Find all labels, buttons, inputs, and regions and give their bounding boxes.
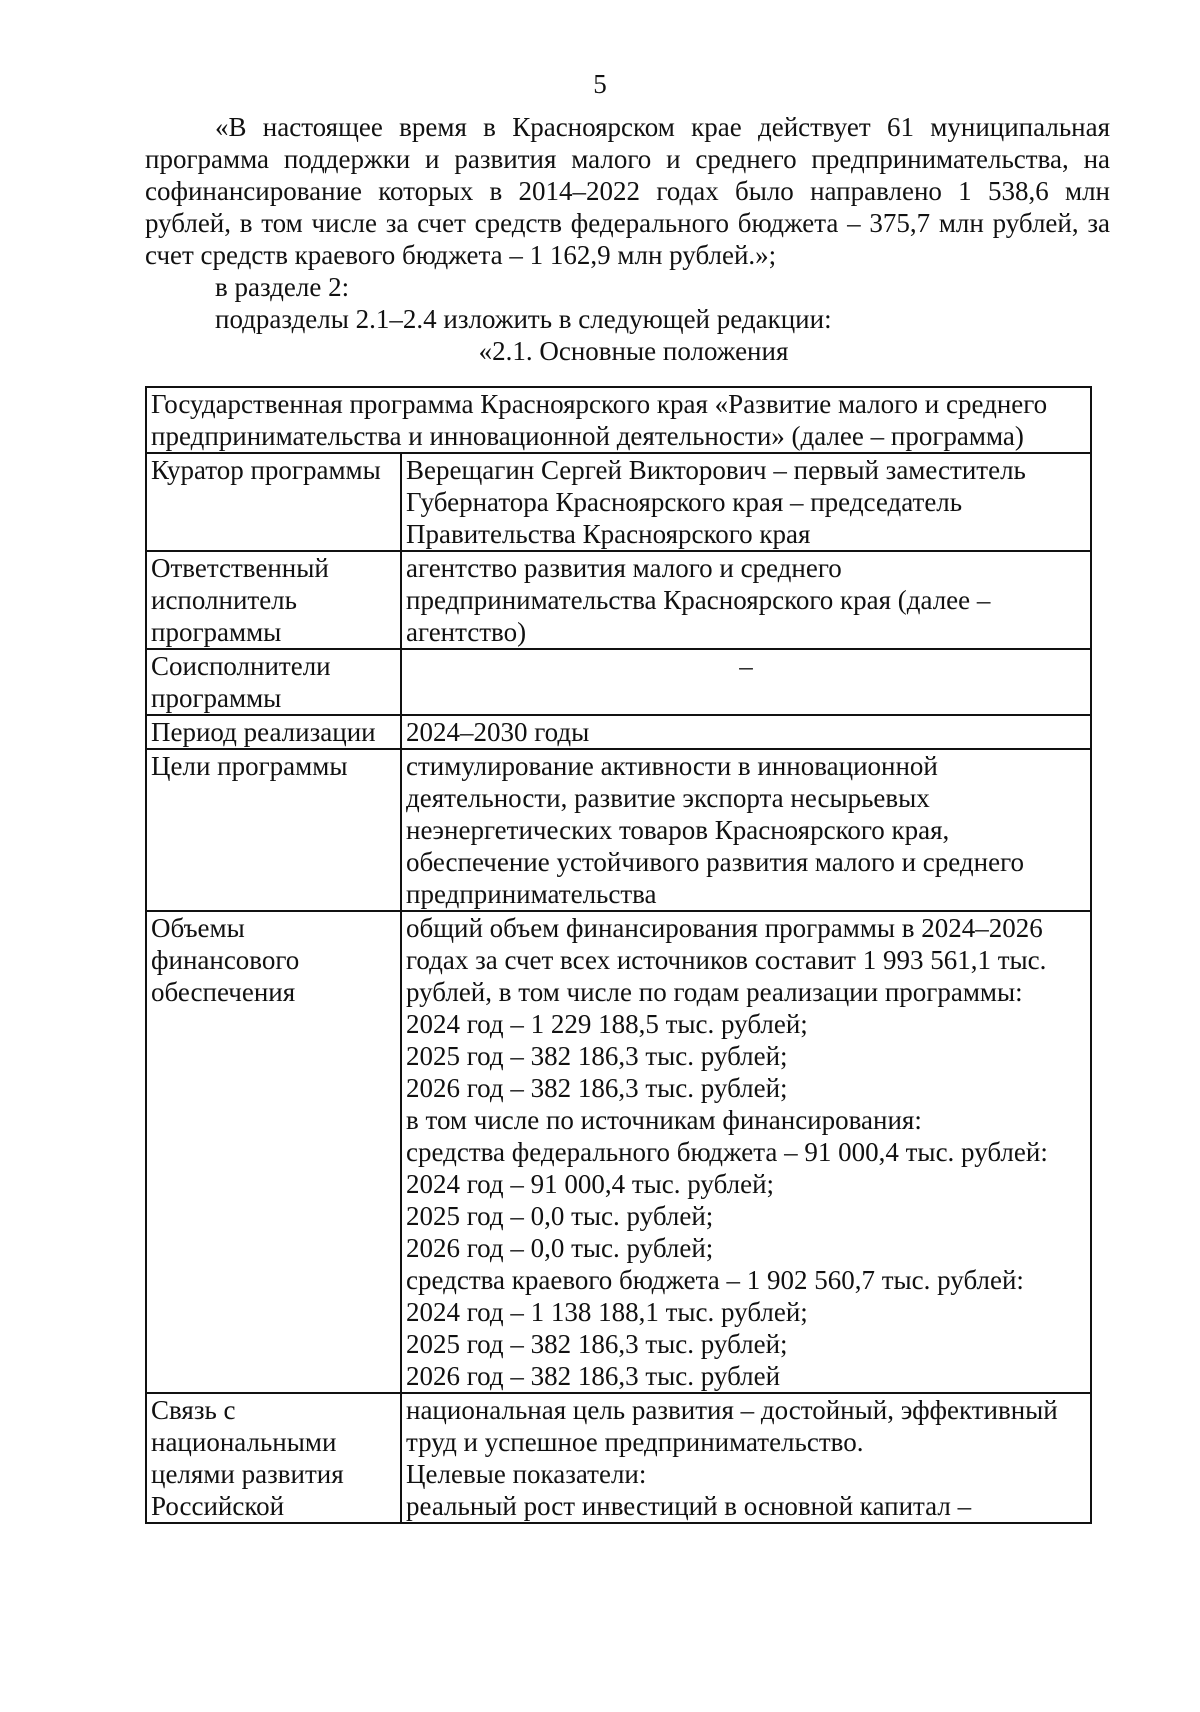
- row-value-goals: стимулирование активности в инновационной деятельности, развитие экспорта несырьевых неэнергетических товаров Красноярского края, обеспечение устойчивого развития малого и среднего предпринимательства: [401, 749, 1091, 911]
- row-value-national-goals: [401, 1393, 1091, 1523]
- funding-line: 2026 год – 382 186,3 тыс. рублей;: [406, 1073, 788, 1103]
- funding-line: средства федерального бюджета – 91 000,4 тыс. рублей:: [406, 1137, 1048, 1167]
- page-number: 5: [593, 69, 607, 99]
- table-row: [146, 453, 1091, 551]
- row-label-curator: Куратор программы: [146, 453, 401, 551]
- amendment-instruction: подразделы 2.1–2.4 изложить в следующей редакции:: [215, 304, 832, 334]
- row-label-responsible: Ответственный исполнитель программы: [146, 551, 401, 649]
- table-row: [146, 911, 1091, 1393]
- funding-line: общий объем финансирования программы в 2024–2026 годах за счет всех источников составит 1 993 561,1 тыс. рублей, в том числе по годам реализации программы:: [406, 913, 1047, 1007]
- table-row: [146, 715, 1091, 749]
- row-label-funding: Объемы финансового обеспечения: [146, 911, 401, 1393]
- row-label-goals: Цели программы: [146, 749, 401, 911]
- funding-line: 2024 год – 1 138 188,1 тыс. рублей;: [406, 1297, 808, 1327]
- amendment-quote: «В настоящее время в Красноярском крае действует 61 муниципальная программа поддержки и развития малого и среднего предпринимательства, на софинансирование которых в 2014–2022 годах было направлено 1 538,6 млн рублей, в том числе за счет средств федерального бюджета – 375,7 млн рублей, за счет средств краевого бюджета – 1 162,9 млн рублей.»;: [145, 112, 1110, 270]
- table-row: [146, 551, 1091, 649]
- row-value-period: 2024–2030 годы: [401, 715, 1091, 749]
- table-row: [146, 1393, 1091, 1523]
- row-value-curator: Верещагин Сергей Викторович – первый заместитель Губернатора Красноярского края – председатель Правительства Красноярского края: [401, 453, 1091, 551]
- section-heading: «2.1. Основные положения: [478, 336, 789, 366]
- funding-line: в том числе по источникам финансирования:: [406, 1105, 922, 1135]
- funding-line: средства краевого бюджета – 1 902 560,7 тыс. рублей:: [406, 1265, 1024, 1295]
- row-value-funding: [401, 911, 1091, 1393]
- table-title: Государственная программа Красноярского края «Развитие малого и среднего предпринимательства и инновационной деятельности» (далее – программа): [146, 387, 1091, 453]
- funding-line: 2025 год – 382 186,3 тыс. рублей;: [406, 1329, 788, 1359]
- funding-line: 2024 год – 1 229 188,5 тыс. рублей;: [406, 1009, 808, 1039]
- program-passport-table: [145, 386, 1092, 1524]
- section-reference: в разделе 2:: [215, 272, 350, 302]
- row-value-responsible: агентство развития малого и среднего предпринимательства Красноярского края (далее – агентство): [401, 551, 1091, 649]
- row-label-coexecutors: Соисполнители программы: [146, 649, 401, 715]
- funding-line: 2026 год – 0,0 тыс. рублей;: [406, 1233, 714, 1263]
- funding-line: 2024 год – 91 000,4 тыс. рублей;: [406, 1169, 775, 1199]
- table-row: [146, 649, 1091, 715]
- national-goals-line: Целевые показатели:: [406, 1459, 647, 1489]
- national-goals-line: реальный рост инвестиций в основной капитал –: [406, 1491, 972, 1521]
- national-goals-line: национальная цель развития – достойный, эффективный труд и успешное предпринимательство.: [406, 1395, 1058, 1457]
- row-value-coexecutors: –: [401, 649, 1091, 715]
- funding-line: 2025 год – 0,0 тыс. рублей;: [406, 1201, 714, 1231]
- intro-text: [145, 111, 1110, 367]
- row-label-period: Период реализации: [146, 715, 401, 749]
- table-title-row: [146, 387, 1091, 453]
- table-row: [146, 749, 1091, 911]
- funding-line: 2026 год – 382 186,3 тыс. рублей: [406, 1361, 781, 1391]
- funding-line: 2025 год – 382 186,3 тыс. рублей;: [406, 1041, 788, 1071]
- row-label-national-goals: Связь с национальными целями развития Российской: [146, 1393, 401, 1523]
